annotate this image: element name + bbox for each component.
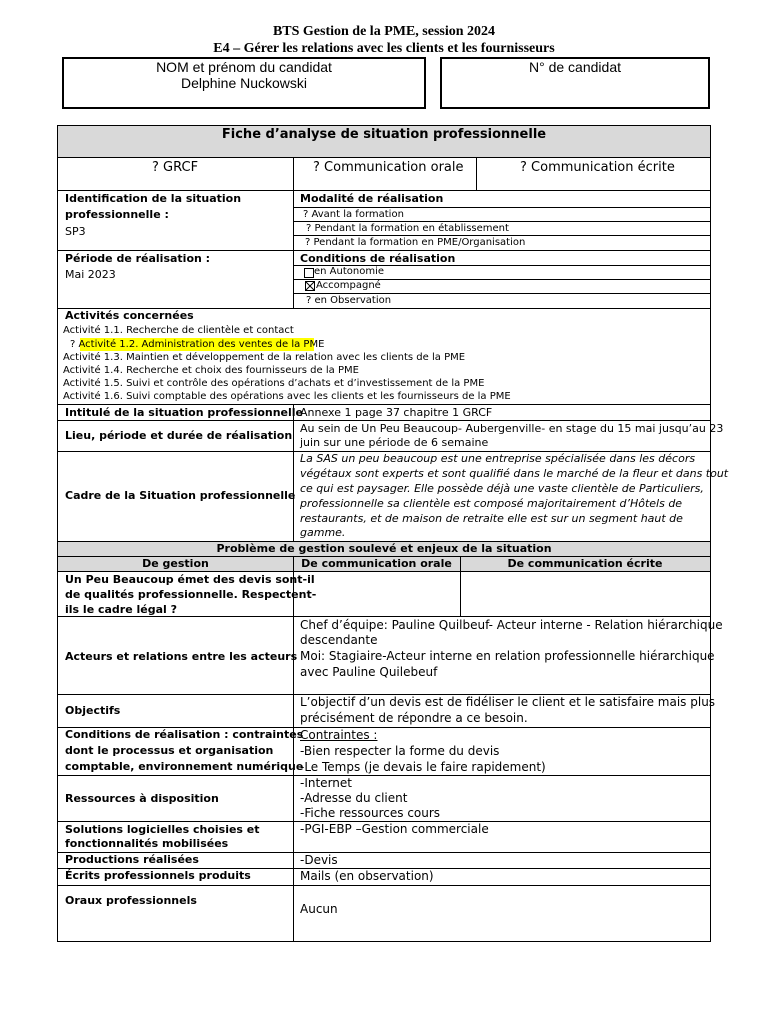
cadre-line-1: La SAS un peu beaucoup est une entreprise spécialisée dans les décors <box>300 452 696 465</box>
type-communication-orale: ? Communication orale <box>313 160 464 175</box>
oraux-value: Aucun <box>300 902 338 916</box>
solutions-value: -PGI-EBP –Gestion commerciale <box>300 822 489 836</box>
modalite-pme: ? Pendant la formation en PME/Organisation <box>305 237 526 248</box>
objectifs-line-2: précisément de répondre a ce besoin. <box>300 711 528 725</box>
contraintes-title: Contraintes : <box>300 728 378 742</box>
candidate-name-label: NOM et prénom du candidat <box>156 59 332 75</box>
document-title: BTS Gestion de la PME, session 2024 <box>272 24 496 39</box>
cadre-label: Cadre de la Situation professionnelle <box>65 489 296 502</box>
activite-1-5: Activité 1.5. Suivi et contrôle des opérations d’achats et d’investissement de la PME <box>63 378 485 389</box>
modalite-avant: ? Avant la formation <box>303 209 404 220</box>
cadre-line-6: gamme. <box>300 526 346 539</box>
cross-mark-icon <box>305 281 315 291</box>
condition-observation: ? en Observation <box>306 295 392 306</box>
conditions-label: Conditions de réalisation <box>300 252 456 265</box>
candidate-number-box <box>440 57 710 109</box>
identification-label-2: professionnelle : <box>65 208 169 221</box>
ressources-line-2: -Adresse du client <box>300 791 408 805</box>
candidate-number-label: N° de candidat <box>529 59 621 75</box>
productions-value: -Devis <box>300 853 338 867</box>
ecrits-label: Écrits professionnels produits <box>65 869 251 882</box>
activite-1-3: Activité 1.3. Maintien et développement de la relation avec les clients de la PME <box>63 352 466 363</box>
conditions-realisation-line-1: Conditions de réalisation : contraintes <box>65 728 304 741</box>
col-communication-ecrite: De communication écrite <box>507 557 663 570</box>
oraux-label: Oraux professionnels <box>65 894 197 907</box>
lieu-value-line-1: Au sein de Un Peu Beaucoup- Aubergenville- en stage du 15 mai jusqu’au 23 <box>300 422 724 435</box>
probleme-label: Problème de gestion soulevé et enjeux de la situation <box>216 542 552 555</box>
objectifs-label: Objectifs <box>65 704 121 717</box>
solutions-label-1: Solutions logicielles choisies et <box>65 823 260 836</box>
objectifs-line-1: L’objectif d’un devis est de fidéliser le client et le satisfaire mais plus <box>300 695 716 709</box>
activite-1-4: Activité 1.4. Recherche et choix des fournisseurs de la PME <box>63 365 359 376</box>
conditions-realisation-line-2: dont le processus et organisation <box>65 744 274 757</box>
intitule-label: Intitulé de la situation professionnelle <box>65 406 304 419</box>
col-communication-orale: De communication orale <box>301 557 452 570</box>
identification-label-1: Identification de la situation <box>65 192 242 205</box>
candidate-name-value: Delphine Nuckowski <box>180 75 308 91</box>
activite-1-6: Activité 1.6. Suivi comptable des opérations avec les clients et les fournisseurs de la PME <box>63 391 511 402</box>
activite-1-2: ? Activité 1.2. Administration des ventes de la PME <box>70 339 325 350</box>
cadre-line-5: restaurants, et de maison de retraite elle est sur un segment haut de <box>300 512 683 525</box>
acteurs-line-1: Chef d’équipe: Pauline Quilbeuf- Acteur interne - Relation hiérarchique <box>300 618 723 632</box>
activites-label: Activités concernées <box>65 309 194 322</box>
ressources-line-1: -Internet <box>300 776 352 790</box>
periode-value: Mai 2023 <box>65 268 116 281</box>
type-communication-ecrite: ? Communication écrite <box>520 160 675 175</box>
lieu-label: Lieu, période et durée de réalisation <box>65 429 293 442</box>
intitule-value: Annexe 1 page 37 chapitre 1 GRCF <box>300 406 493 419</box>
document-subtitle: E4 – Gérer les relations avec les clients et les fournisseurs <box>213 41 555 56</box>
acteurs-line-3: Moi: Stagiaire-Acteur interne en relation professionnelle hiérarchique <box>300 649 715 663</box>
probleme-gestion-line-1: Un Peu Beaucoup émet des devis sont-il <box>65 573 315 586</box>
productions-label: Productions réalisées <box>65 853 199 866</box>
ressources-line-3: -Fiche ressources cours <box>300 806 441 820</box>
acteurs-line-2: descendante <box>300 633 378 647</box>
solutions-label-2: fonctionnalités mobilisées <box>65 837 229 850</box>
condition-accompagne: Accompagné <box>316 280 381 291</box>
ressources-label: Ressources à disposition <box>65 792 219 805</box>
condition-autonomie: en Autonomie <box>314 266 385 277</box>
col-de-gestion: De gestion <box>142 557 209 570</box>
candidate-name-box <box>62 57 426 109</box>
accompagne-checkbox[interactable] <box>305 281 315 291</box>
contraintes-line-2: -Le Temps (je devais le faire rapidement) <box>300 760 546 774</box>
lieu-value-line-2: juin sur une période de 6 semaine <box>300 436 489 449</box>
identification-value: SP3 <box>65 225 86 238</box>
acteurs-line-4: avec Pauline Quilebeuf <box>300 665 438 679</box>
contraintes-line-1: -Bien respecter la forme du devis <box>300 744 500 758</box>
probleme-gestion-line-2: de qualités professionnelle. Respectent- <box>65 588 317 601</box>
modalite-etablissement: ? Pendant la formation en établissement <box>306 223 509 234</box>
activite-1-1: Activité 1.1. Recherche de clientèle et contact <box>63 325 294 336</box>
type-grcf: ? GRCF <box>152 160 199 175</box>
acteurs-label: Acteurs et relations entre les acteurs <box>65 650 298 663</box>
cadre-line-3: ce qui est paysager. Elle possède déjà une vaste clientèle de Particuliers, <box>300 482 704 495</box>
probleme-gestion-line-3: ils le cadre légal ? <box>65 603 178 616</box>
ecrits-value: Mails (en observation) <box>300 869 434 883</box>
periode-label: Période de réalisation : <box>65 252 211 265</box>
modalite-label: Modalité de réalisation <box>300 192 444 205</box>
sheet-title: Fiche d’analyse de situation professionnelle <box>221 127 547 142</box>
conditions-realisation-line-3: comptable, environnement numérique <box>65 760 304 773</box>
autonomie-checkbox[interactable] <box>304 268 314 278</box>
cadre-line-4: professionnelle sa clientèle est composé majoritairement d’Hôtels de <box>300 497 683 510</box>
cadre-line-2: végétaux sont experts et sont qualifié dans le marché de la fleur et dans tout <box>300 467 729 480</box>
